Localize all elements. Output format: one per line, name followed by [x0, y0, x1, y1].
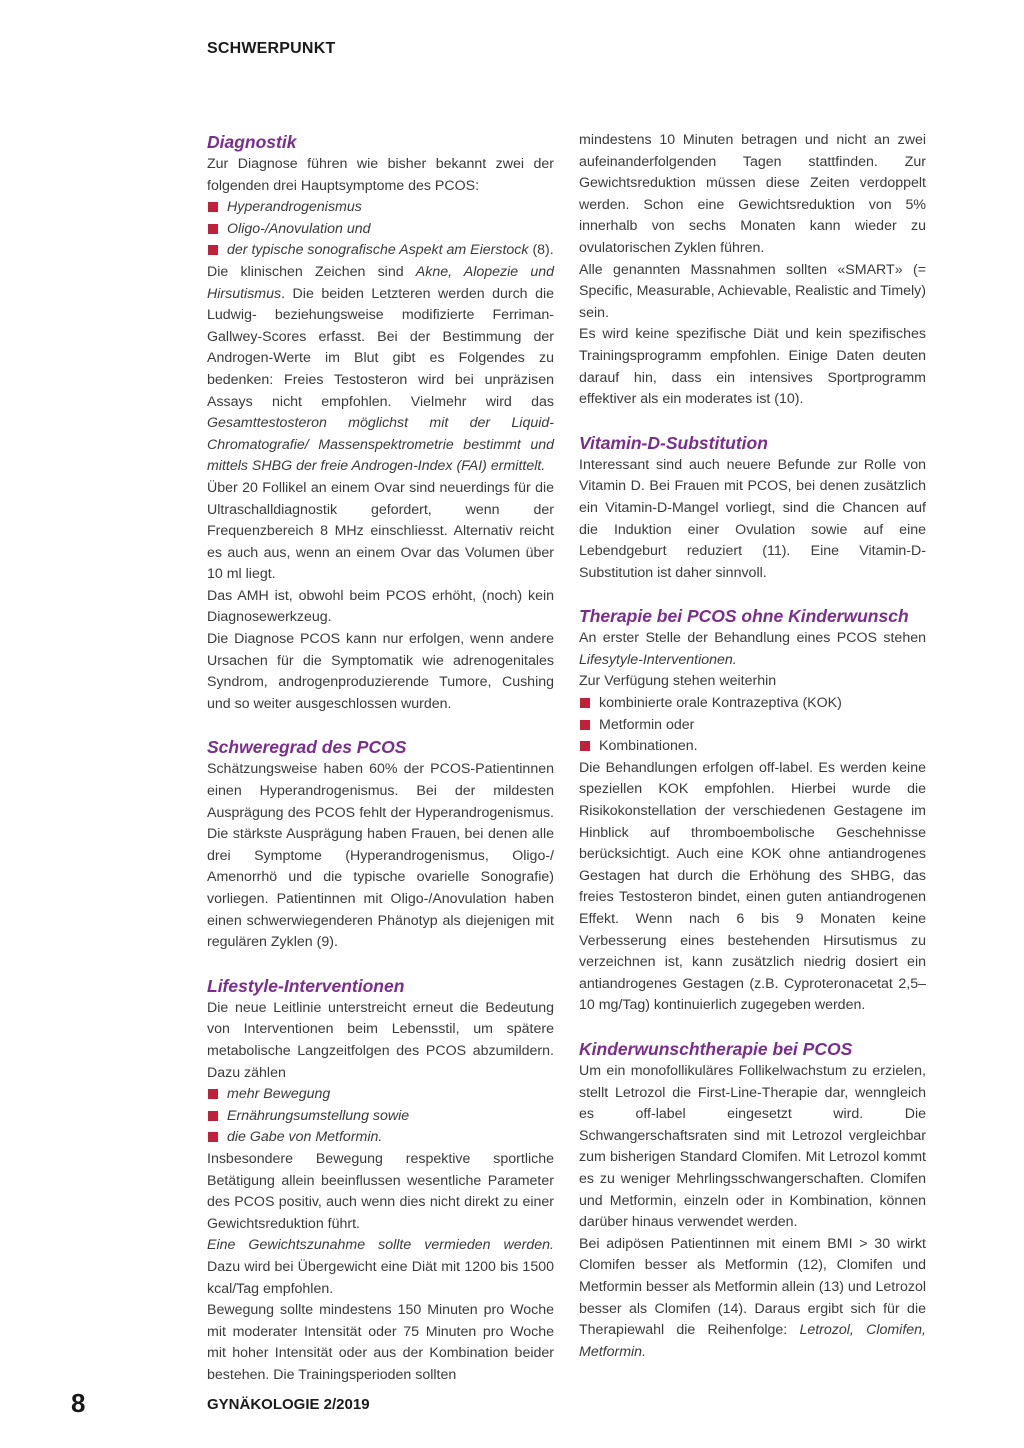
italic-text: Akne, Alopezie und Hirsutismus: [207, 263, 554, 302]
paragraph: Um ein monofollikuläres Follikelwachstum zu erzielen, stellt Letrozol die First-Line-Therapie dar, wenngleich es off-label eingesetzt wird. Die Schwangerschaftsraten sind mit Letrozol vergleichbar zum bisherigen Standard Clomifen. Mit Letrozol kommt es zu weniger Mehrlingsschwangerschaften. Clomifen und Metformin, einzeln oder in Kombination, können darüber hinaus verwendet werden.: [579, 1062, 926, 1231]
bullet-text: der typische sonografische Aspekt am Eierstock: [227, 242, 529, 259]
text: An erster Stelle der Behandlung eines PCOS stehen: [579, 630, 926, 647]
bullet-text: Oligo-/Anovulation und: [227, 220, 371, 237]
heading-lifestyle: Lifestyle-Interventionen: [207, 975, 405, 996]
bullet-list-symptoms: [207, 197, 554, 262]
bullet-item: [207, 1084, 554, 1106]
page-number: 8: [71, 1388, 86, 1418]
bullet-text: Ernährungsumstellung sowie: [227, 1107, 410, 1124]
paragraph: [579, 1234, 926, 1364]
text: Bei adipösen Patientinnen mit einem BMI > 30 wirkt Clomifen besser als Metformin (12), Clomifen und Metformin besser als Metformin allein (13) und Letrozol besser als Clomifen (14). Daraus ergibt sich für die Therapiewahl die Reihenfolge:: [579, 1235, 926, 1339]
bullet-text: Hyperandrogenismus: [227, 199, 362, 216]
heading-kinderwunsch: Kinderwunschtherapie bei PCOS: [579, 1038, 853, 1059]
bullet-item: [207, 1106, 554, 1128]
bullet-item: [207, 197, 554, 219]
text: Die klinischen Zeichen sind: [207, 263, 416, 280]
bullet-item: Kombinationen.: [579, 736, 926, 758]
paragraph: Die Diagnose PCOS kann nur erfolgen, wenn andere Ursachen für die Symptomatik wie adrenogenitales Syndrom, androgenproduzierende Tumore, Cushing und so weiter ausgeschlossen wurden.: [207, 631, 554, 712]
paragraph: mindestens 10 Minuten betragen und nicht an zwei aufeinanderfolgenden Tagen stattfinden. Zur Gewichtsreduktion müssen diese Zeiten verdoppelt werden. Schon eine Gewichtsreduktion von 5% innerhalb von sechs Monaten kann wieder zu ovulatorischen Zyklen führen.: [579, 132, 926, 256]
paragraph: Zur Diagnose führen wie bisher bekannt zwei der folgenden drei Hauptsymptome des PCOS:: [207, 156, 554, 194]
paragraph: Die neue Leitlinie unterstreicht erneut die Bedeutung von Interventionen beim Lebensstil, um spätere metabolische Langzeitfolgen des PCOS abzumildern. Dazu zählen: [207, 999, 554, 1081]
heading-diagnostik: Diagnostik: [207, 132, 297, 152]
bullet-item: Metformin oder: [579, 715, 926, 737]
text: . Die beiden Letzteren werden durch die Ludwig- beziehungsweise modifizierte Ferriman-Gallwey-Scores erfasst. Bei der Bestimmung der Androgen-Werte im Blut gibt es Folgendes zu bedenken: Freies Testosteron wird bei unpräzisen Assays nicht empfohlen. Vielmehr wird das: [207, 285, 554, 410]
paragraph: Die Behandlungen erfolgen off-label. Es werden keine speziellen KOK empfohlen. Hierbei wurde die Risikokonstellation der verschiedenen Gestagene im Hinblick auf thromboembolische Geschehnisse berücksichtigt. Auch eine KOK ohne antiandrogenes Gestagen hat durch die Erhöhung des SHBG, das freies Testosteron bindet, einen guten antiandrogenen Effekt. Wenn nach 6 bis 9 Monaten keine Verbesserung eines bestehenden Hirsutismus zu verzeichnen ist, kann zusätzlich niedrig dosiert ein antiandrogenes Gestagen (z.B. Cyproteronacetat 2,5–10 mg/Tag) kontinuierlich zugegeben werden.: [579, 759, 926, 1014]
paragraph: Schätzungsweise haben 60% der PCOS-Patientinnen einen Hyperandrogenismus. Bei der mildesten Ausprägung des PCOS fehlt der Hyperandrogenismus. Die stärkste Ausprägung haben Frauen, bei denen alle drei Symptome (Hyperandrogenismus, Oligo-/ Amenorrhö und die typische ovarielle Sonografie) vorliegen. Patientinnen mit Oligo-/Anovulation haben einen schwerwiegenderen Phänotyp als diejenigen mit regulären Zyklen (9).: [207, 761, 554, 951]
italic-text: Eine Gewichtszunahme sollte vermieden werden.: [207, 1237, 554, 1254]
italic-text: Lifesytyle-Interventionen.: [579, 651, 737, 668]
paragraph: Das AMH ist, obwohl beim PCOS erhöht, (noch) kein Diagnosewerkzeug.: [207, 587, 554, 626]
bullet-text: die Gabe von Metformin.: [227, 1129, 383, 1146]
italic-text: Letrozol, Clomifen, Metformin.: [579, 1322, 926, 1360]
section-label: SCHWERPUNKT: [207, 40, 336, 57]
paragraph: [579, 628, 926, 671]
bullet-item: [207, 1127, 554, 1149]
heading-schweregrad: Schweregrad des PCOS: [207, 737, 407, 758]
bullet-text: mehr Bewegung: [227, 1086, 331, 1103]
left-column: [207, 130, 554, 1386]
paragraph: Bewegung sollte mindestens 150 Minuten pro Woche mit moderater Intensität oder 75 Minuten pro Woche mit hoher Intensität oder aus der Kombination beider bestehen. Die Trainingsperioden sollten: [207, 1302, 554, 1383]
italic-text: Gesamttestosteron möglichst mit der Liquid-Chromatografie/ Massenspektrometrie bestimmt und mittels SHBG der freie Androgen-Index (FAI) ermittelt.: [207, 415, 554, 475]
journal-issue: GYNÄKOLOGIE 2/2019: [207, 1396, 370, 1413]
paragraph: Zur Verfügung stehen weiterhin: [579, 673, 777, 690]
paragraph: Insbesondere Bewegung respektive sportliche Betätigung allein beeinflussen wesentliche Parameter des PCOS positiv, auch wenn dies nicht direkt zu einer Gewichtsreduktion führt.: [207, 1150, 554, 1232]
right-column: [579, 130, 926, 1363]
paragraph: [207, 262, 554, 478]
paragraph: Interessant sind auch neuere Befunde zur Rolle von Vitamin D. Bei Frauen mit PCOS, bei denen zusätzlich ein Vitamin-D-Mangel vorliegt, sind die Chancen auf die Induktion einer Ovulation sowie auf eine Lebendgeburt reduziert (11). Eine Vitamin-D-Substitution ist daher sinnvoll.: [579, 456, 926, 581]
paragraph: Es wird keine spezifische Diät und kein spezifisches Trainingsprogramm empfohlen. Einige Daten deuten darauf hin, dass ein intensives Sportprogramm effektiver als ein moderates ist (10).: [579, 326, 926, 408]
text: Dazu wird bei Übergewicht eine Diät mit 1200 bis 1500 kcal/Tag empfohlen.: [207, 1258, 554, 1297]
reference: (8).: [528, 242, 554, 259]
bullet-item: kombinierte orale Kontrazeptiva (KOK): [579, 693, 926, 715]
paragraph: [207, 1235, 554, 1300]
heading-therapie: Therapie bei PCOS ohne Kinderwunsch: [579, 606, 909, 627]
bullet-item: [207, 219, 554, 241]
paragraph: Alle genannten Massnahmen sollten «SMART» (= Specific, Measurable, Achievable, Realistic and Timely) sein.: [579, 261, 926, 321]
bullet-item: [207, 240, 554, 262]
heading-vitamin-d: Vitamin-D-Substitution: [579, 432, 768, 453]
bullet-list-therapie: [579, 693, 926, 758]
paragraph: Über 20 Follikel an einem Ovar sind neuerdings für die Ultraschalldiagnostik gefordert, wenn der Frequenzbereich 8 MHz einschliesst. Alternativ reicht es auch aus, wenn an einem Ovar das Volumen über 10 ml liegt.: [207, 479, 554, 583]
bullet-list-lifestyle: [207, 1084, 554, 1149]
